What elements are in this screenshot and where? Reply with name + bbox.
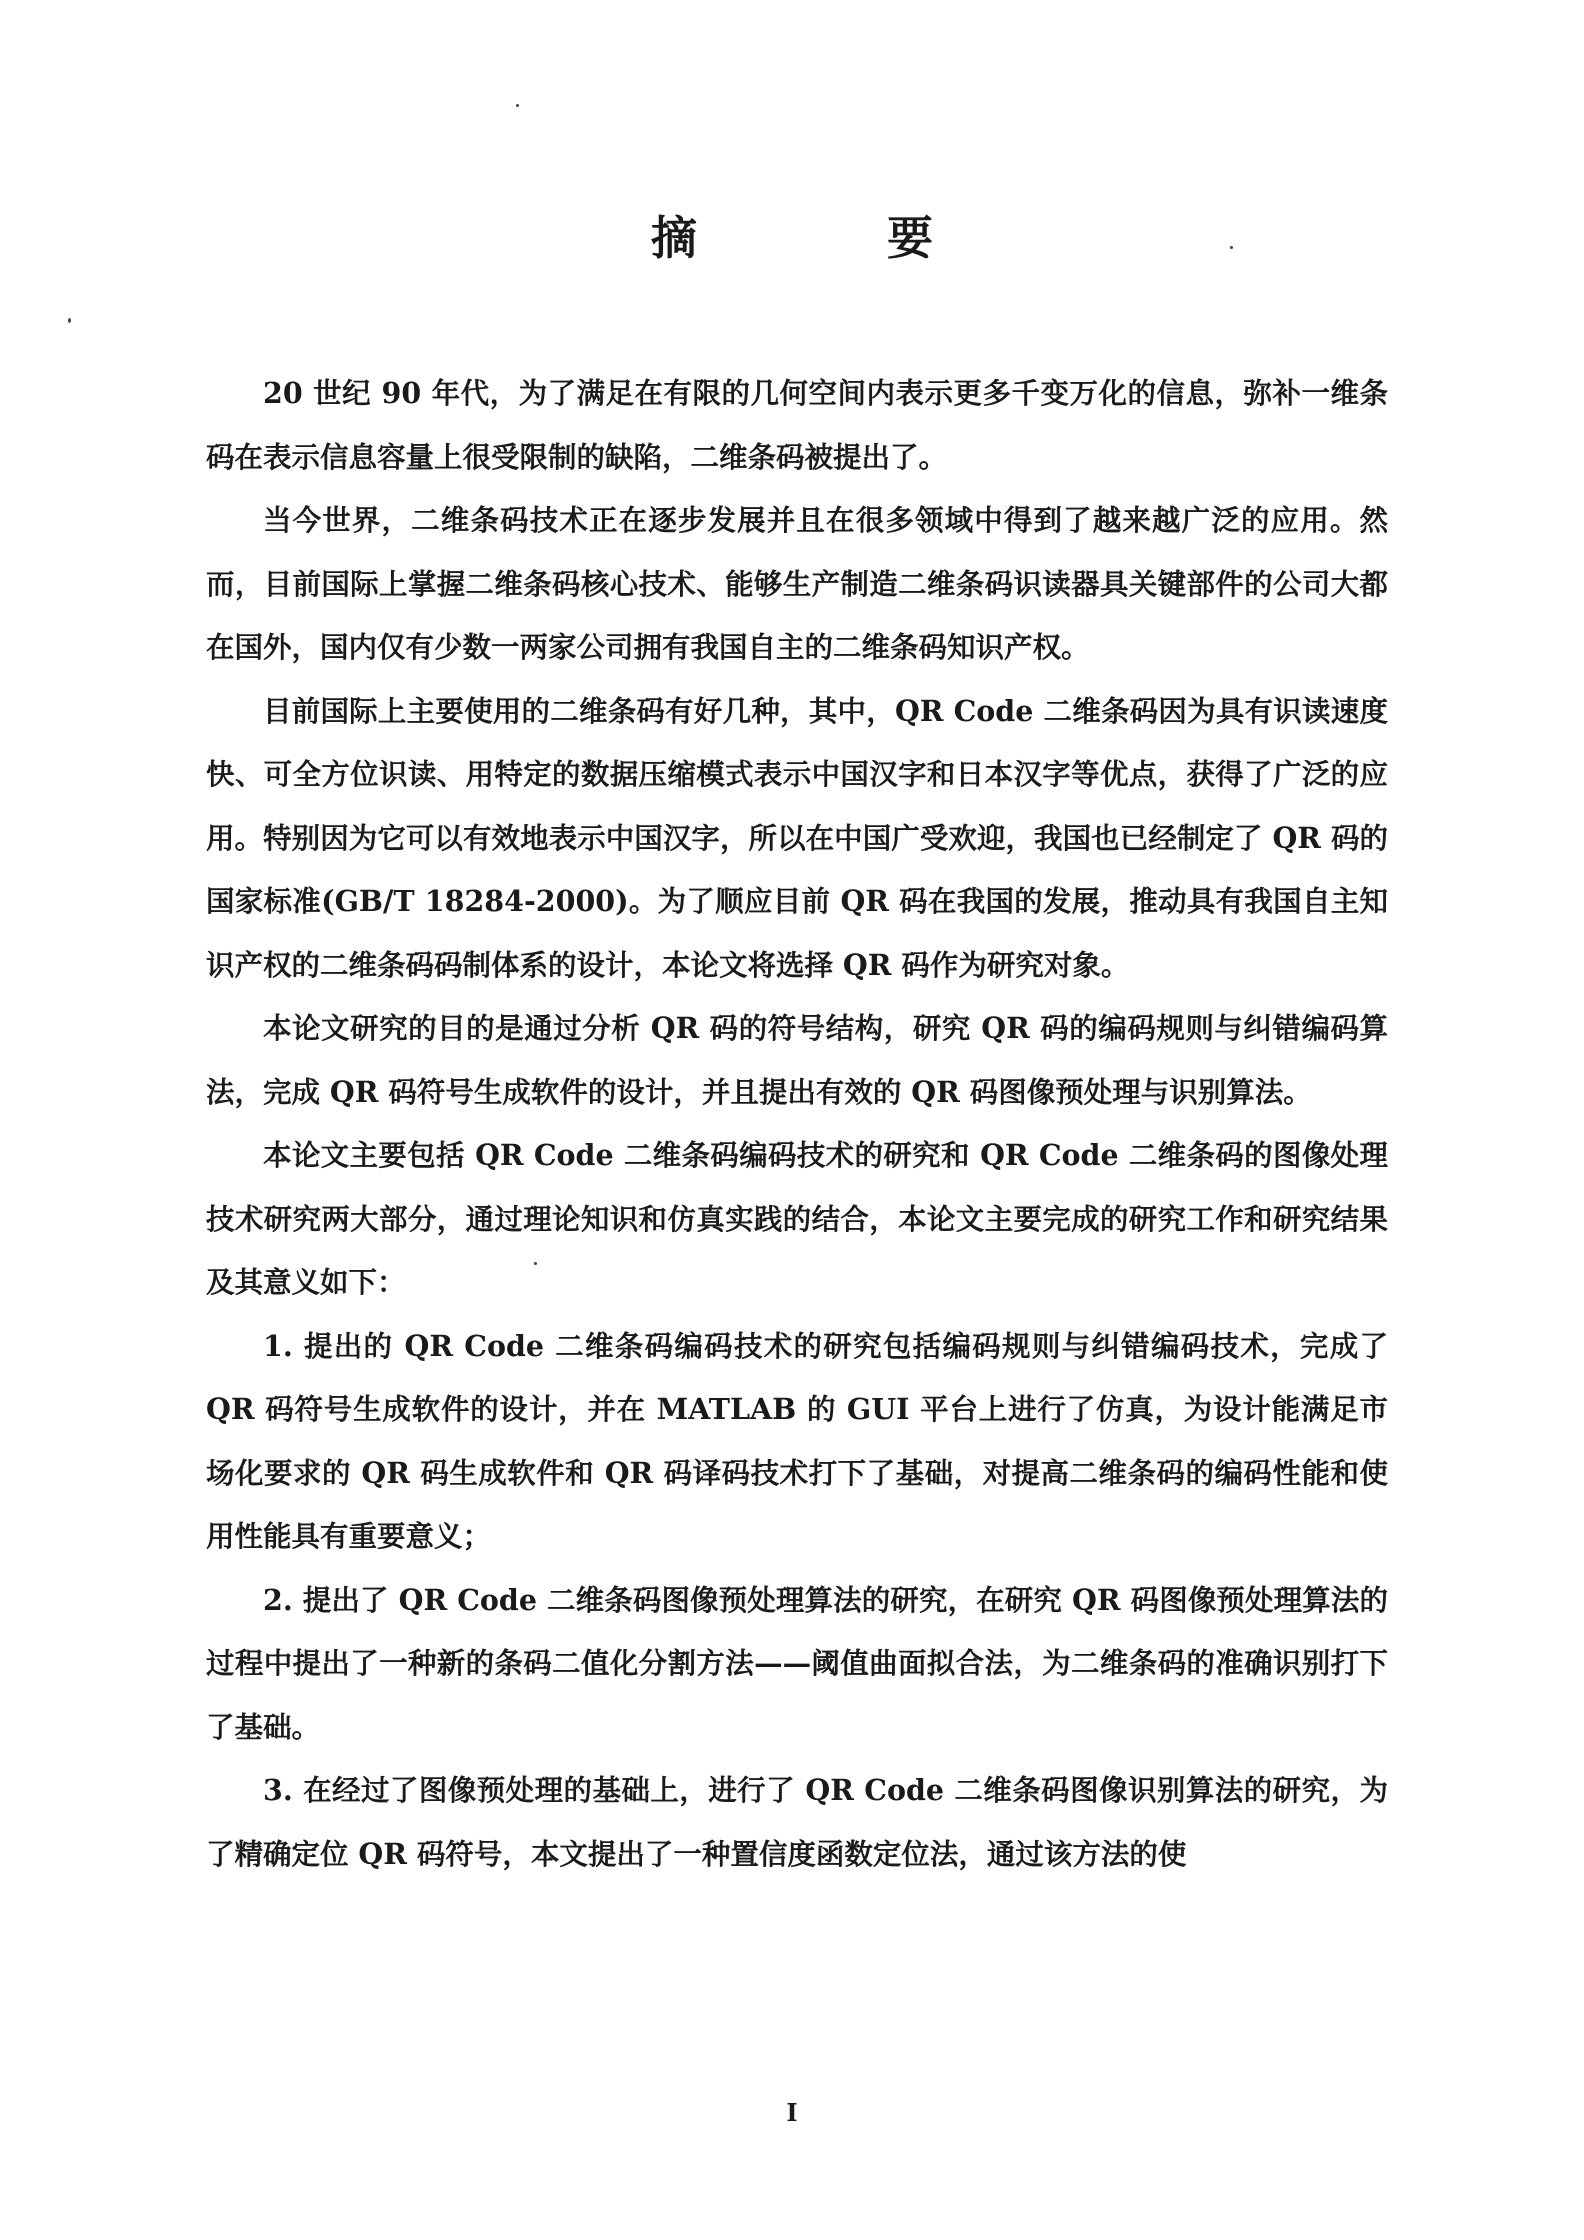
paragraph: 当今世界，二维条码技术正在逐步发展并且在很多领域中得到了越来越广泛的应用。然而，目前国际上掌握二维条码核心技术、能够生产制造二维条码识读器具关键部件的公司大都在国外，国内仅有少数一两家公司拥有我国自主的二维条码知识产权。 [206, 503, 1388, 664]
list-item: 3. 在经过了图像预处理的基础上，进行了 QR Code 二维条码图像识别算法的研究，为了精确定位 QR 码符号，本文提出了一种置信度函数定位法，通过该方法的使 [206, 1773, 1388, 1871]
page-title: 摘 要 [651, 211, 1005, 265]
page-number: I [786, 2098, 798, 2127]
paragraph: 目前国际上主要使用的二维条码有好几种，其中，QR Code 二维条码因为具有识读速度快、可全方位识读、用特定的数据压缩模式表示中国汉字和日本汉字等优点，获得了广泛的应用。特别因为它可以有效地表示中国汉字，所以在中国广受欢迎，我国也已经制定了 QR 码的国家标准(GB/T 18284-2000)。为了顺应目前 QR 码在我国的发展，推动具有我国自主知识产权的二维条码码制体系的设计，本论文将选择 QR 码作为研究对象。 [206, 693, 1388, 982]
scan-speck [516, 104, 519, 107]
paragraph: 20 世纪 90 年代，为了满足在有限的几何空间内表示更多千变万化的信息，弥补一维条码在表示信息容量上很受限制的缺陷，二维条码被提出了。 [206, 376, 1388, 474]
list-item: 2. 提出了 QR Code 二维条码图像预处理算法的研究，在研究 QR 码图像预处理算法的过程中提出了一种新的条码二值化分割方法——阈值曲面拟合法，为二维条码的准确识别打下了基础。 [206, 1582, 1388, 1744]
paragraph: 本论文研究的目的是通过分析 QR 码的符号结构，研究 QR 码的编码规则与纠错编码算法，完成 QR 码符号生成软件的设计，并且提出有效的 QR 码图像预处理与识别算法。 [206, 1011, 1388, 1109]
paragraph: 本论文主要包括 QR Code 二维条码编码技术的研究和 QR Code 二维条码的图像处理技术研究两大部分，通过理论知识和仿真实践的结合，本论文主要完成的研究工作和研究结果及其意义如下： [206, 1138, 1388, 1299]
list-item: 1. 提出的 QR Code 二维条码编码技术的研究包括编码规则与纠错编码技术，完成了 QR 码符号生成软件的设计，并在 MATLAB 的 GUI 平台上进行了仿真，为设计能满足市场化要求的 QR 码生成软件和 QR 码译码技术打下了基础，对提高二维条码的编码性能和使用性能具有重要意义； [206, 1328, 1388, 1553]
abstract-body [206, 362, 1388, 1886]
scan-speck [68, 318, 71, 323]
